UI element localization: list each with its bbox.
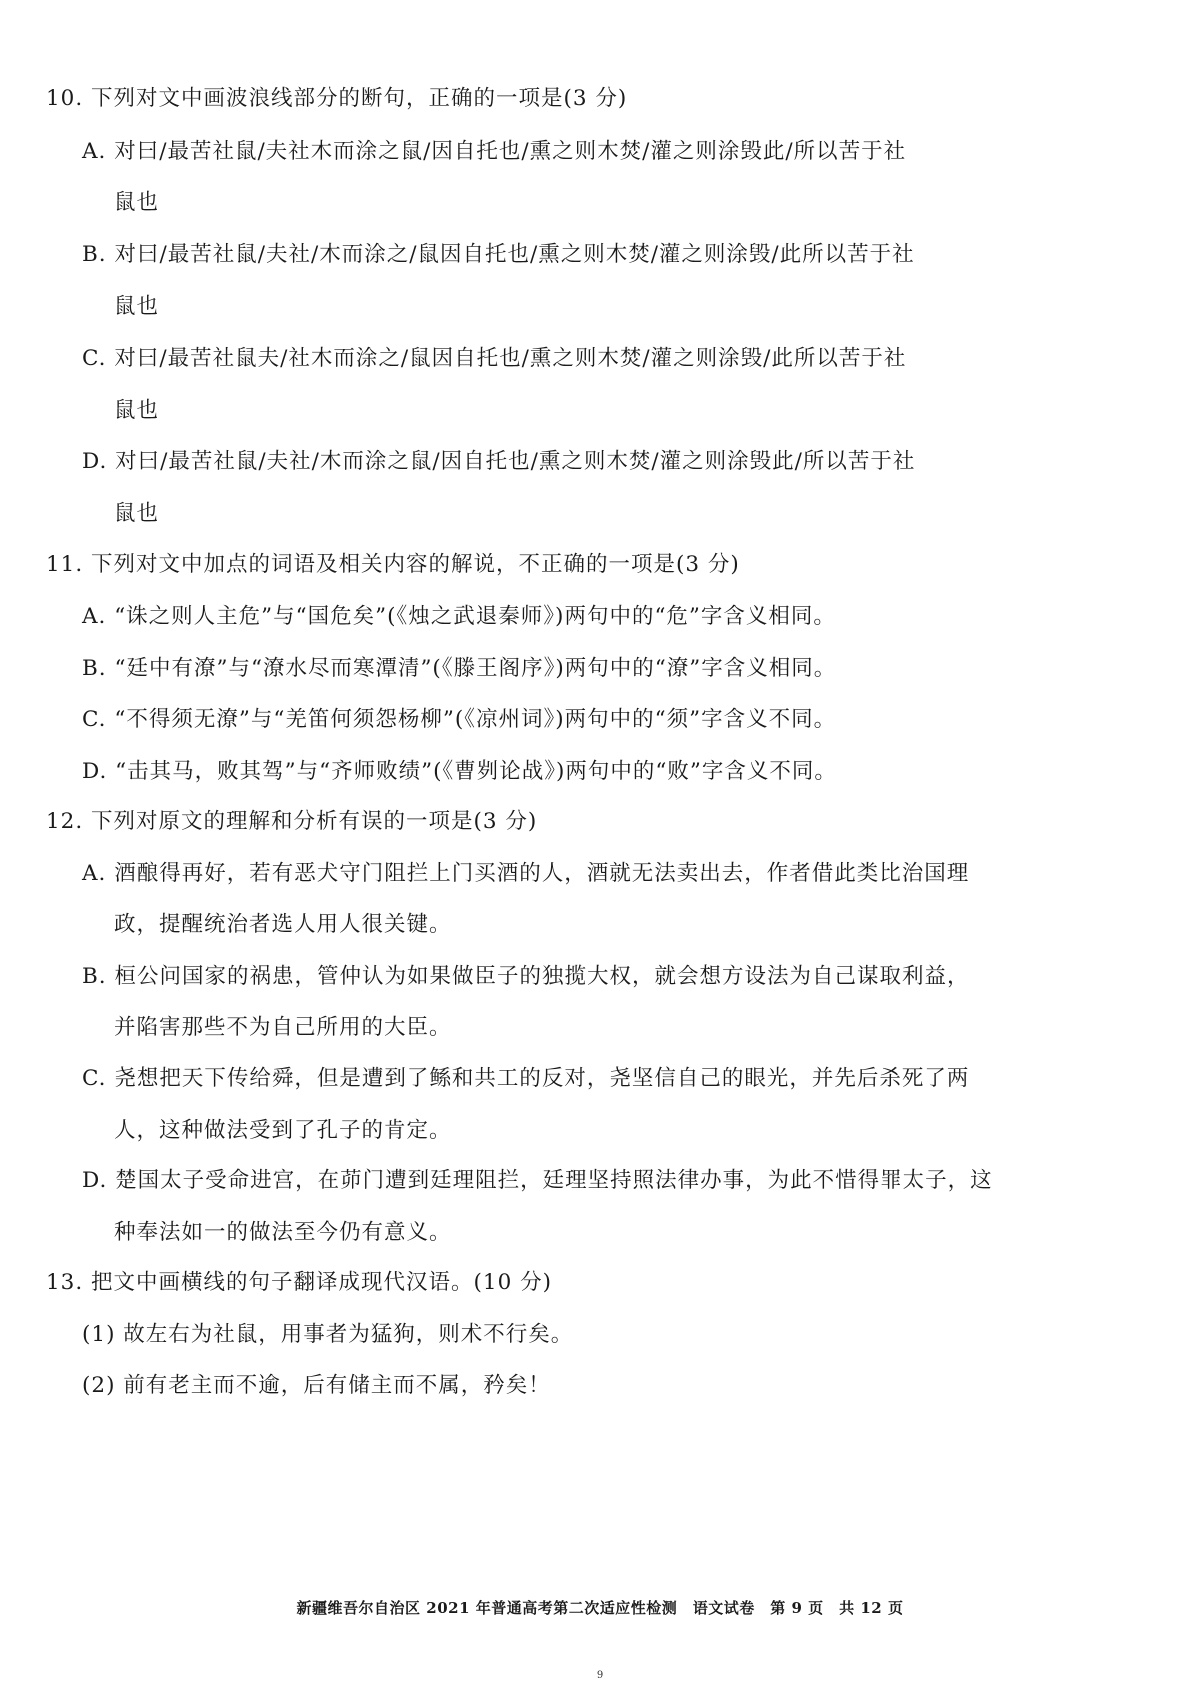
question-11-stem: 11. 下列对文中加点的词语及相关内容的解说，不正确的一项是(3 分)	[46, 552, 740, 577]
question-13-stem: 13. 把文中画横线的句子翻译成现代汉语。(10 分)	[46, 1270, 552, 1295]
question-12-option-b-cont: 并陷害那些不为自己所用的大臣。	[114, 1015, 452, 1040]
question-10-option-c: C. 对曰/最苦社鼠夫/社木而涂之/鼠因自托也/熏之则木焚/灌之则涂毁/此所以苦于社	[82, 346, 907, 371]
question-10-option-a: A. 对曰/最苦社鼠/夫社木而涂之鼠/因自托也/熏之则木焚/灌之则涂毁此/所以苦于社	[82, 139, 907, 164]
question-10-option-d: D. 对曰/最苦社鼠/夫社/木而涂之鼠/因自托也/熏之则木焚/灌之则涂毁此/所以苦于社	[82, 449, 916, 474]
question-11-option-b: B. “廷中有潦”与“潦水尽而寒潭清”(《滕王阁序》)两句中的“潦”字含义相同。	[82, 656, 837, 681]
question-12-stem: 12. 下列对原文的理解和分析有误的一项是(3 分)	[46, 809, 538, 834]
question-10-option-c-cont: 鼠也	[114, 398, 160, 423]
question-12-option-a: A. 酒酿得再好，若有恶犬守门阻拦上门买酒的人，酒就无法卖出去，作者借此类比治国理	[82, 861, 970, 886]
question-12-option-b: B. 桓公问国家的祸患，管仲认为如果做臣子的独揽大权，就会想方设法为自己谋取利益，	[82, 964, 970, 989]
question-12-option-a-cont: 政，提醒统治者选人用人很关键。	[114, 912, 452, 937]
question-11-option-a: A. “诛之则人主危”与“国危矣”(《烛之武退秦师》)两句中的“危”字含义相同。	[82, 604, 836, 629]
page-footer: 新疆维吾尔自治区 2021 年普通高考第二次适应性检测 语文试卷 第 9 页 共 12 页	[296, 1599, 904, 1617]
question-10-stem: 10. 下列对文中画波浪线部分的断句，正确的一项是(3 分)	[46, 86, 628, 111]
question-11-option-c: C. “不得须无潦”与“羌笛何须怨杨柳”(《凉州词》)两句中的“须”字含义不同。	[82, 707, 837, 732]
question-12-option-c-cont: 人，这种做法受到了孔子的肯定。	[114, 1118, 452, 1143]
question-10-option-b-cont: 鼠也	[114, 294, 160, 319]
question-10-option-a-cont: 鼠也	[114, 190, 160, 215]
question-11-option-d: D. “击其马，败其驾”与“齐师败绩”(《曹刿论战》)两句中的“败”字含义不同。	[82, 759, 837, 784]
page-number: 9	[596, 1670, 604, 1681]
question-13-sentence-1: (1) 故左右为社鼠，用事者为猛狗，则术不行矣。	[82, 1322, 574, 1347]
question-13-sentence-2: (2) 前有老主而不逾，后有储主而不属，矜矣！	[82, 1373, 551, 1398]
question-10-option-d-cont: 鼠也	[114, 501, 160, 526]
question-12-option-d: D. 楚国太子受命进宫，在茆门遭到廷理阻拦，廷理坚持照法律办事，为此不惜得罪太子，这	[82, 1168, 993, 1193]
question-12-option-d-cont: 种奉法如一的做法至今仍有意义。	[114, 1220, 452, 1245]
question-12-option-c: C. 尧想把天下传给舜，但是遭到了鲧和共工的反对，尧坚信自己的眼光，并先后杀死了两	[82, 1066, 970, 1091]
question-10-option-b: B. 对曰/最苦社鼠/夫社/木而涂之/鼠因自托也/熏之则木焚/灌之则涂毁/此所以苦于社	[82, 242, 915, 267]
